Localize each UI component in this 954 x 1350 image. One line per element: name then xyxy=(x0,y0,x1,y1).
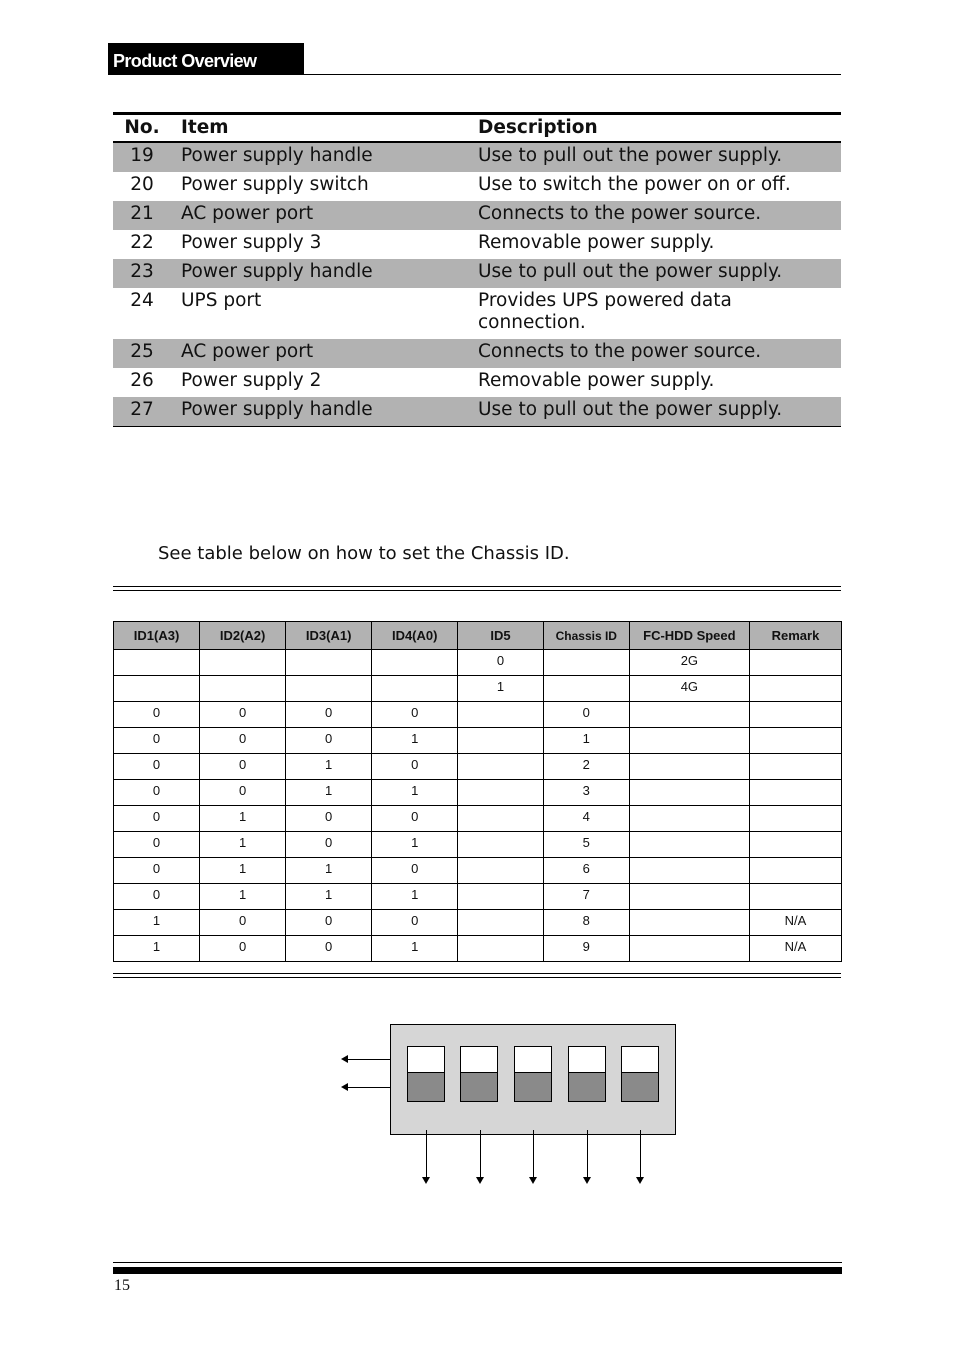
cell-no: 19 xyxy=(113,142,171,172)
cell-fc-hdd-speed xyxy=(629,728,749,754)
dip-switch-4 xyxy=(568,1046,606,1102)
cell-item: Power supply switch xyxy=(181,174,369,195)
cell-fc-hdd-speed xyxy=(629,936,749,962)
cell-id3: 0 xyxy=(286,910,372,936)
cell-id4: 1 xyxy=(372,728,458,754)
cell-no: 26 xyxy=(130,370,154,391)
double-rule-top xyxy=(113,586,841,591)
cell-remark xyxy=(749,754,841,780)
cell-id3: 0 xyxy=(286,728,372,754)
cell-fc-hdd-speed xyxy=(629,910,749,936)
cell-fc-hdd-speed xyxy=(629,780,749,806)
table-row xyxy=(113,397,841,427)
dip-switch-lever xyxy=(408,1072,444,1101)
col-header-description: Description xyxy=(478,114,841,143)
table-row xyxy=(113,368,841,397)
cell-item: Power supply handle xyxy=(171,259,478,288)
cell-remark xyxy=(749,728,841,754)
cell-description: Removable power supply. xyxy=(478,370,715,391)
cell-id3 xyxy=(286,650,372,676)
chassis-id-table xyxy=(113,621,842,962)
cell-id1: 1 xyxy=(114,910,200,936)
table-row xyxy=(113,339,841,368)
cell-no: 21 xyxy=(113,201,171,230)
cell-id5 xyxy=(458,910,543,936)
cell-fc-hdd-speed: 2G xyxy=(629,650,749,676)
cell-id5 xyxy=(458,858,543,884)
cell-id1: 0 xyxy=(114,754,200,780)
cell-id2: 0 xyxy=(200,702,286,728)
cell-chassis-id: 0 xyxy=(543,702,629,728)
header-rule xyxy=(304,74,841,75)
page-number: 15 xyxy=(114,1277,130,1294)
cell-description: Use to pull out the power supply. xyxy=(478,397,841,427)
cell-id1: 0 xyxy=(114,858,200,884)
cell-id2: 0 xyxy=(200,728,286,754)
cell-id1 xyxy=(114,650,200,676)
table-row xyxy=(114,884,842,910)
cell-fc-hdd-speed xyxy=(629,832,749,858)
col-header-id1: ID1(A3) xyxy=(114,622,200,650)
double-rule-bottom xyxy=(113,973,841,978)
cell-no: 24 xyxy=(130,290,154,311)
section-header-tab xyxy=(108,43,304,75)
cell-item: AC power port xyxy=(171,339,478,368)
col-header-id2: ID2(A2) xyxy=(200,622,286,650)
cell-description: Connects to the power source. xyxy=(478,339,841,368)
table-row xyxy=(114,676,842,702)
cell-item: Power supply 3 xyxy=(181,232,322,253)
table-row xyxy=(113,288,841,339)
cell-fc-hdd-speed xyxy=(629,702,749,728)
cell-item: Power supply handle xyxy=(171,397,478,427)
cell-chassis-id: 8 xyxy=(543,910,629,936)
cell-item: Power supply 2 xyxy=(181,370,322,391)
cell-description: Removable power supply. xyxy=(478,232,715,253)
cell-id1 xyxy=(114,676,200,702)
cell-remark xyxy=(749,676,841,702)
table-row xyxy=(114,806,842,832)
col-header-id3: ID3(A1) xyxy=(286,622,372,650)
cell-no: 27 xyxy=(113,397,171,427)
table-row xyxy=(113,142,841,172)
arrow-down-2 xyxy=(480,1130,481,1178)
table-row xyxy=(114,936,842,962)
cell-id4: 0 xyxy=(372,806,458,832)
cell-id1: 0 xyxy=(114,806,200,832)
cell-id3: 0 xyxy=(286,936,372,962)
cell-id2: 1 xyxy=(200,858,286,884)
cell-remark: N/A xyxy=(749,910,841,936)
cell-id5 xyxy=(458,884,543,910)
col-header-item: Item xyxy=(171,114,478,143)
cell-remark xyxy=(749,832,841,858)
cell-chassis-id: 3 xyxy=(543,780,629,806)
cell-id3: 1 xyxy=(286,780,372,806)
cell-id3 xyxy=(286,676,372,702)
cell-id2: 0 xyxy=(200,754,286,780)
cell-no: 23 xyxy=(113,259,171,288)
cell-id1: 0 xyxy=(114,728,200,754)
col-header-no: No. xyxy=(113,114,171,143)
cell-chassis-id xyxy=(543,676,629,702)
cell-fc-hdd-speed xyxy=(629,754,749,780)
cell-fc-hdd-speed: 4G xyxy=(629,676,749,702)
arrow-down-5 xyxy=(640,1130,641,1178)
cell-description: Provides UPS powered data connection. xyxy=(478,290,732,333)
cell-description: Connects to the power source. xyxy=(478,201,841,230)
cell-id4: 1 xyxy=(372,936,458,962)
cell-remark xyxy=(749,650,841,676)
table-row xyxy=(114,858,842,884)
dip-switch-lever xyxy=(622,1072,658,1101)
cell-id2: 0 xyxy=(200,936,286,962)
chassis-id-intro-text: See table below on how to set the Chassis ID. xyxy=(158,543,570,564)
chassis-table-header xyxy=(114,622,842,650)
cell-id2: 1 xyxy=(200,884,286,910)
cell-item: Power supply handle xyxy=(171,142,478,172)
cell-chassis-id: 4 xyxy=(543,806,629,832)
cell-chassis-id: 6 xyxy=(543,858,629,884)
cell-id4: 0 xyxy=(372,858,458,884)
table-row xyxy=(114,910,842,936)
cell-chassis-id: 5 xyxy=(543,832,629,858)
cell-item: UPS port xyxy=(181,290,262,311)
table-row xyxy=(114,728,842,754)
cell-remark xyxy=(749,884,841,910)
arrow-down-1 xyxy=(426,1130,427,1178)
dip-switch-lever xyxy=(515,1072,551,1101)
dip-switch-block xyxy=(390,1024,676,1135)
cell-id2: 0 xyxy=(200,780,286,806)
col-header-remark: Remark xyxy=(749,622,841,650)
cell-remark xyxy=(749,806,841,832)
table-row xyxy=(113,172,841,201)
cell-id3: 1 xyxy=(286,884,372,910)
cell-remark: N/A xyxy=(749,936,841,962)
cell-id2 xyxy=(200,650,286,676)
cell-chassis-id: 7 xyxy=(543,884,629,910)
cell-chassis-id xyxy=(543,650,629,676)
cell-id3: 1 xyxy=(286,858,372,884)
cell-description: Use to switch the power on or off. xyxy=(478,174,791,195)
footer-rule-thick xyxy=(113,1267,842,1274)
cell-id5 xyxy=(458,780,543,806)
cell-chassis-id: 2 xyxy=(543,754,629,780)
cell-id1: 0 xyxy=(114,884,200,910)
cell-chassis-id: 9 xyxy=(543,936,629,962)
cell-item: AC power port xyxy=(171,201,478,230)
cell-id2: 0 xyxy=(200,910,286,936)
cell-id3: 0 xyxy=(286,702,372,728)
cell-id1: 1 xyxy=(114,936,200,962)
cell-id5: 0 xyxy=(458,650,543,676)
cell-id5: 1 xyxy=(458,676,543,702)
cell-no: 22 xyxy=(130,232,154,253)
cell-description: Use to pull out the power supply. xyxy=(478,142,841,172)
dip-switch-lever xyxy=(569,1072,605,1101)
cell-id2: 1 xyxy=(200,806,286,832)
col-header-chassis-id: Chassis ID xyxy=(543,622,629,650)
cell-id1: 0 xyxy=(114,702,200,728)
cell-id4: 0 xyxy=(372,754,458,780)
table-row xyxy=(114,780,842,806)
section-title: Product Overview xyxy=(113,51,257,71)
table-row xyxy=(113,201,841,230)
cell-id5 xyxy=(458,806,543,832)
col-header-id4: ID4(A0) xyxy=(372,622,458,650)
table-row xyxy=(114,702,842,728)
cell-id5 xyxy=(458,936,543,962)
cell-id4: 0 xyxy=(372,910,458,936)
cell-id4: 1 xyxy=(372,780,458,806)
cell-remark xyxy=(749,858,841,884)
table-row xyxy=(113,230,841,259)
cell-fc-hdd-speed xyxy=(629,858,749,884)
table-row xyxy=(114,754,842,780)
dip-switch-3 xyxy=(514,1046,552,1102)
cell-id3: 1 xyxy=(286,754,372,780)
cell-id5 xyxy=(458,832,543,858)
arrow-down-4 xyxy=(587,1130,588,1178)
dip-switch-2 xyxy=(460,1046,498,1102)
cell-no: 25 xyxy=(113,339,171,368)
cell-remark xyxy=(749,780,841,806)
items-table xyxy=(113,112,841,427)
arrow-down-3 xyxy=(533,1130,534,1178)
cell-fc-hdd-speed xyxy=(629,806,749,832)
dip-switch-lever xyxy=(461,1072,497,1101)
table-row xyxy=(113,259,841,288)
cell-remark xyxy=(749,702,841,728)
cell-fc-hdd-speed xyxy=(629,884,749,910)
cell-id4 xyxy=(372,676,458,702)
cell-id4: 0 xyxy=(372,702,458,728)
cell-id3: 0 xyxy=(286,806,372,832)
table-row xyxy=(114,832,842,858)
col-header-id5: ID5 xyxy=(458,622,543,650)
dip-switch-5 xyxy=(621,1046,659,1102)
cell-id4: 1 xyxy=(372,832,458,858)
cell-id5 xyxy=(458,728,543,754)
table-row xyxy=(114,650,842,676)
cell-no: 20 xyxy=(130,174,154,195)
cell-id4 xyxy=(372,650,458,676)
cell-id4: 1 xyxy=(372,884,458,910)
cell-id1: 0 xyxy=(114,780,200,806)
cell-id5 xyxy=(458,754,543,780)
footer-rule-thin xyxy=(113,1262,842,1263)
cell-id2: 1 xyxy=(200,832,286,858)
cell-chassis-id: 1 xyxy=(543,728,629,754)
dip-switch-1 xyxy=(407,1046,445,1102)
col-header-fc-hdd-speed: FC-HDD Speed xyxy=(629,622,749,650)
cell-id2 xyxy=(200,676,286,702)
cell-id5 xyxy=(458,702,543,728)
cell-id3: 0 xyxy=(286,832,372,858)
cell-id1: 0 xyxy=(114,832,200,858)
cell-description: Use to pull out the power supply. xyxy=(478,259,841,288)
items-table-header xyxy=(113,114,841,143)
